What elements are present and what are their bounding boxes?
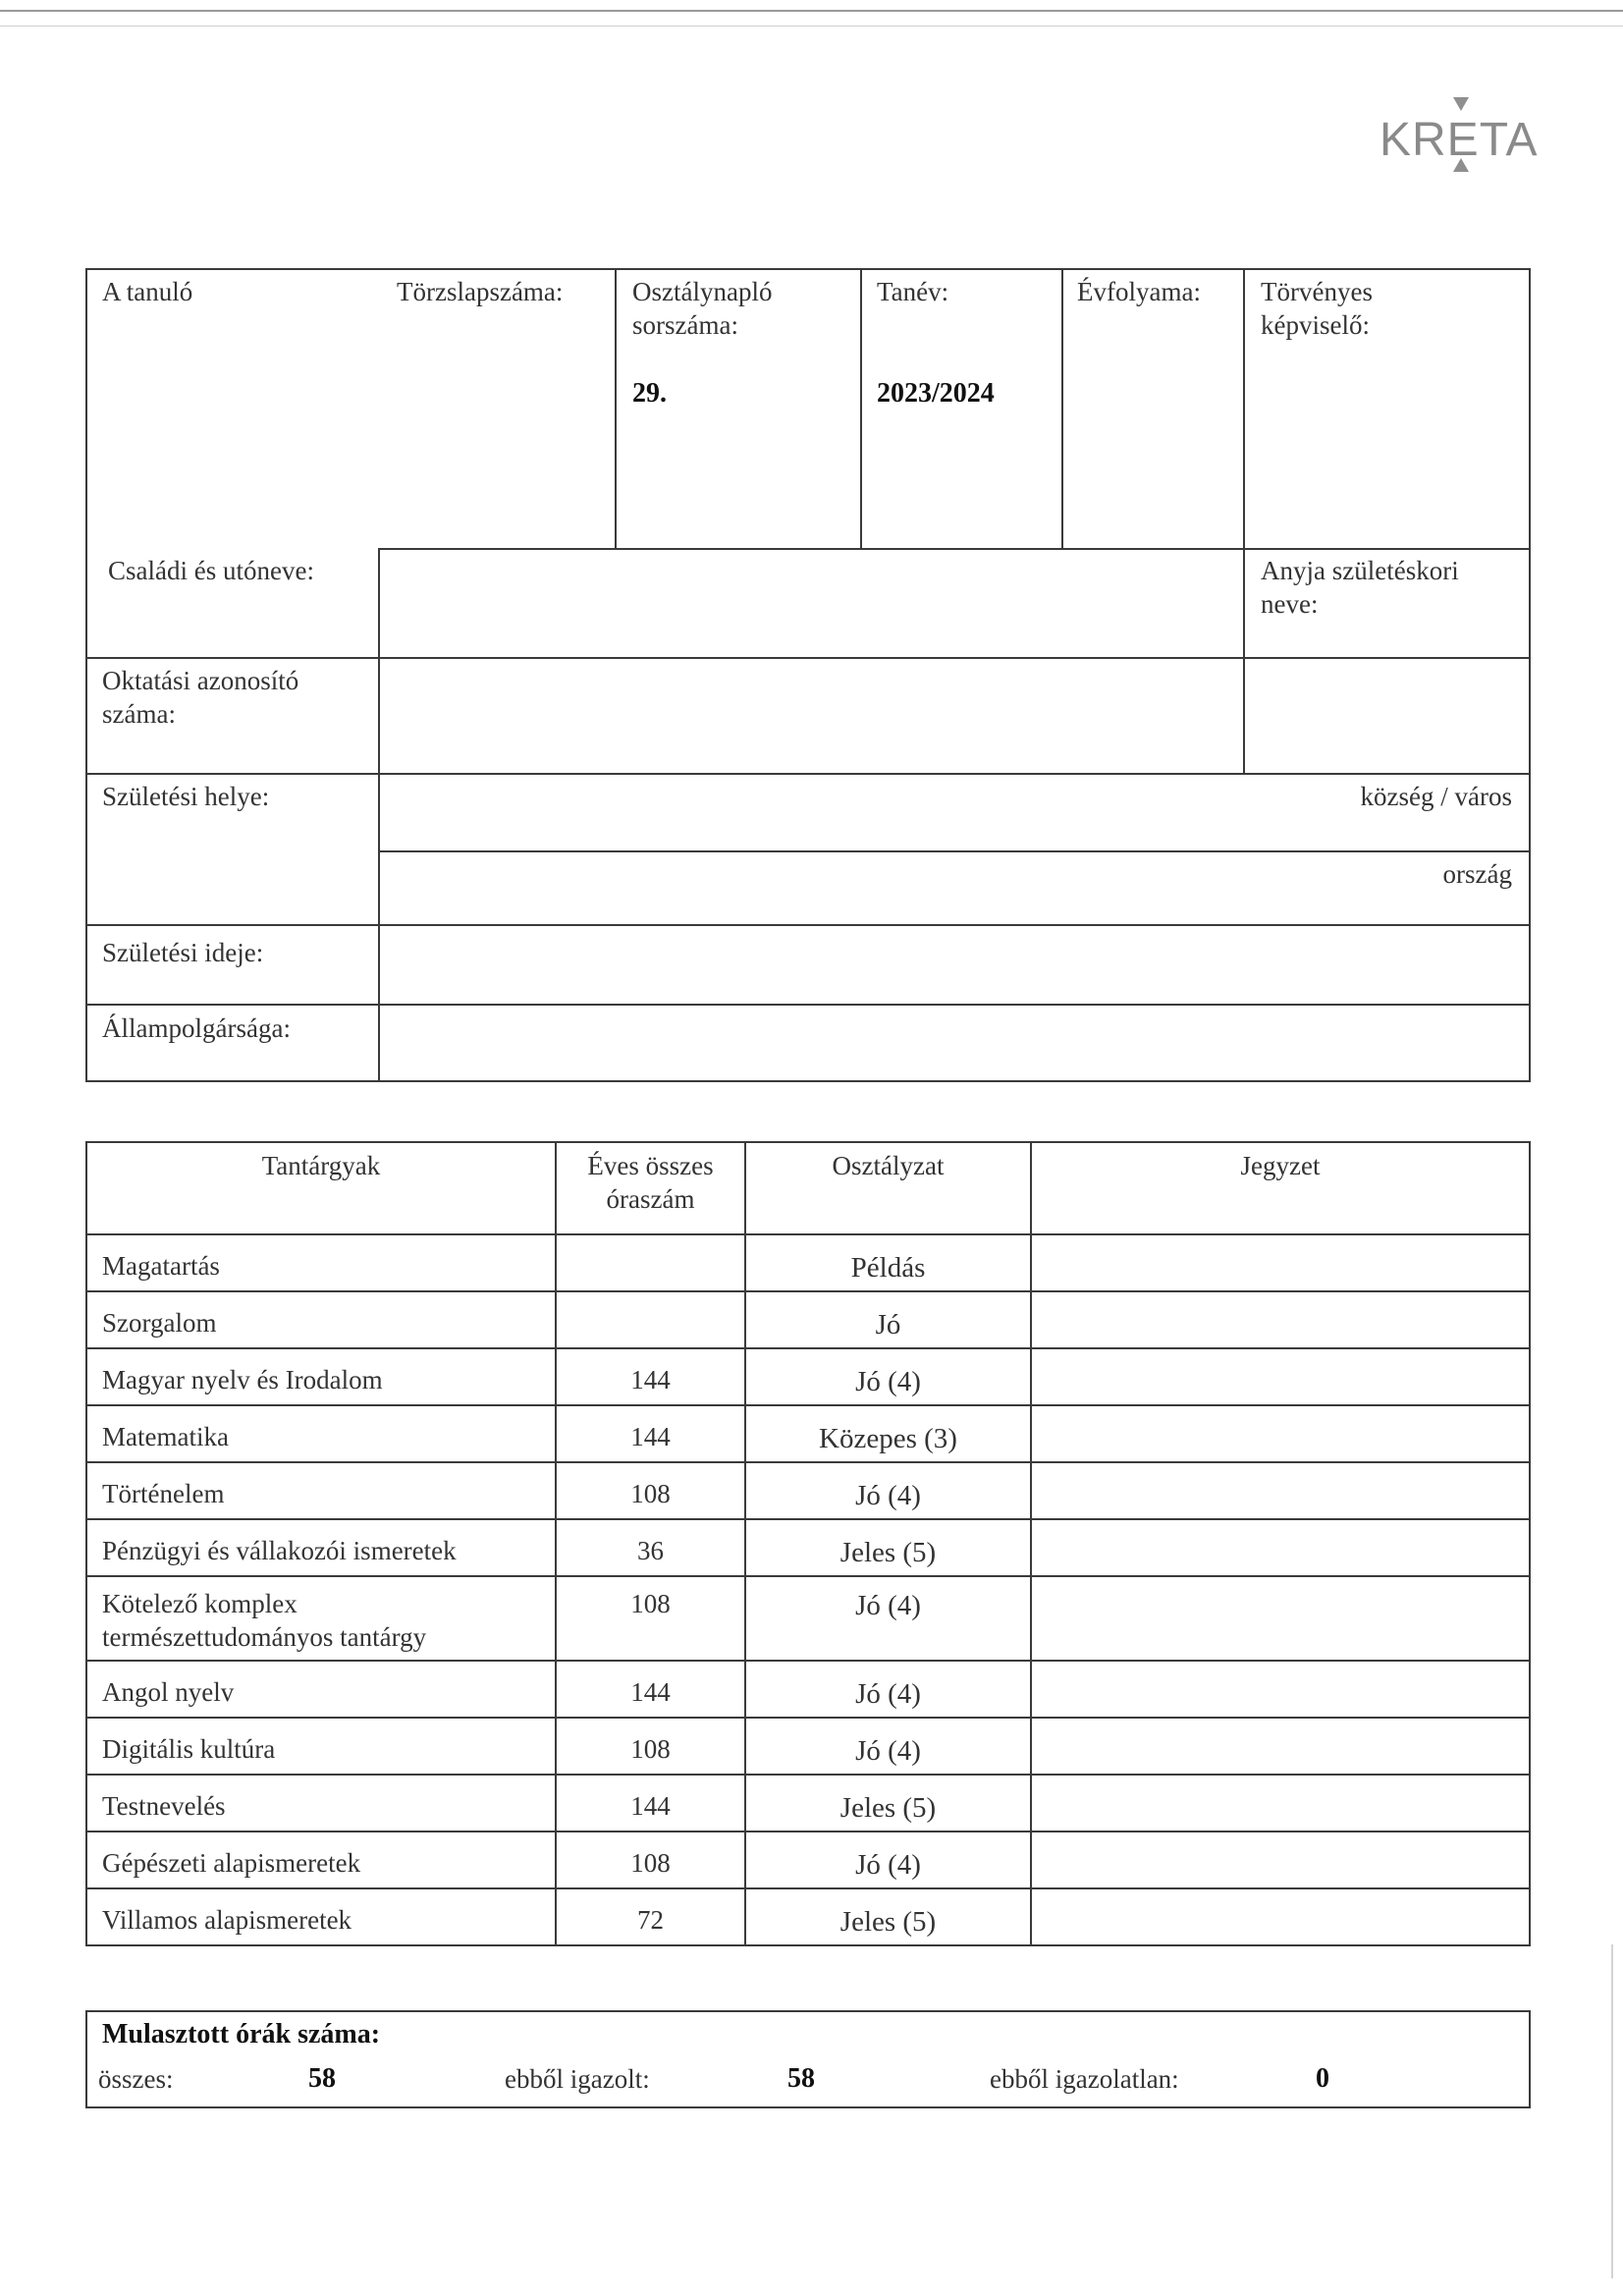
- mother-name-label: Anyja születéskori neve:: [1261, 556, 1459, 619]
- row-subject: Matematika: [102, 1422, 229, 1451]
- row-subject: Pénzügyi és vállakozói ismeretek: [102, 1536, 457, 1565]
- absence-unexcused-label: ebből igazolatlan:: [990, 2064, 1179, 2094]
- logo-triangle-bottom-icon: [1453, 158, 1469, 172]
- country-label: ország: [1442, 859, 1512, 889]
- col-register-label: Törzslapszáma:: [397, 277, 564, 306]
- absence-excused-label: ebből igazolt:: [505, 2064, 650, 2094]
- row-grade: Közepes (3): [819, 1423, 957, 1454]
- row-hours: 108: [630, 1479, 671, 1508]
- row-subject: Magatartás: [102, 1251, 220, 1281]
- row-subject: Digitális kultúra: [102, 1734, 276, 1764]
- right-scan-line: [1611, 1944, 1613, 2278]
- edu-id-label: Oktatási azonosító száma:: [102, 666, 299, 729]
- absence-excused-value: 58: [787, 2063, 815, 2094]
- row-grade: Jeles (5): [839, 1537, 937, 1568]
- absence-unexcused-value: 0: [1316, 2063, 1329, 2094]
- col-guardian-label: Törvényes képviselő:: [1261, 277, 1373, 340]
- row-hours: 108: [630, 1848, 671, 1878]
- col-grade-label: Évfolyama:: [1077, 277, 1201, 306]
- row-hours: 144: [630, 1422, 671, 1451]
- row-grade: Jeles (5): [839, 1906, 937, 1938]
- col-student-label: A tanuló: [102, 277, 193, 306]
- absence-title: Mulasztott órák száma:: [102, 2019, 381, 2050]
- row-subject: Gépészeti alapismeretek: [102, 1848, 361, 1878]
- row-grade: Jó (4): [855, 1735, 921, 1767]
- row-subject: Kötelező komplex természettudományos tantárgy: [102, 1589, 427, 1652]
- absence-total-label: összes:: [98, 2064, 174, 2094]
- row-hours: 36: [637, 1536, 664, 1565]
- col-diary-label: Osztálynapló sorszáma:: [632, 277, 773, 340]
- birthplace-label: Születési helye:: [102, 782, 270, 811]
- header-note: Jegyzet: [1240, 1151, 1321, 1180]
- header-grade: Osztályzat: [832, 1151, 945, 1180]
- citizenship-label: Állampolgársága:: [102, 1013, 291, 1043]
- row-subject: Angol nyelv: [102, 1677, 235, 1707]
- row-subject: Szorgalom: [102, 1308, 217, 1338]
- header-hours: Éves összes óraszám: [587, 1151, 714, 1214]
- row-hours: 108: [630, 1734, 671, 1764]
- row-hours: 108: [630, 1589, 671, 1618]
- row-hours: 144: [630, 1365, 671, 1394]
- town-label: község / város: [1360, 782, 1512, 811]
- kreta-logo: [1380, 93, 1537, 172]
- row-grade: Jó (4): [855, 1849, 921, 1881]
- row-subject: Történelem: [102, 1479, 225, 1508]
- row-subject: Magyar nyelv és Irodalom: [102, 1365, 383, 1394]
- row-hours: 144: [630, 1791, 671, 1821]
- logo-triangle-top-icon: [1453, 97, 1469, 111]
- col-year-label: Tanév:: [877, 277, 949, 306]
- row-subject: Testnevelés: [102, 1791, 226, 1821]
- top-border-line: [0, 10, 1623, 12]
- name-label: Családi és utóneve:: [108, 556, 314, 585]
- row-grade: Jeles (5): [839, 1792, 937, 1824]
- row-grade: Jó (4): [855, 1480, 921, 1511]
- row-subject: Villamos alapismeretek: [102, 1905, 352, 1935]
- school-year-value: 2023/2024: [877, 378, 995, 409]
- row-grade: Példás: [850, 1252, 926, 1284]
- birthdate-label: Születési ideje:: [102, 938, 264, 967]
- row-grade: Jó (4): [855, 1678, 921, 1710]
- row-grade: Jó: [875, 1309, 901, 1340]
- diary-number-value: 29.: [632, 378, 667, 409]
- row-hours: 72: [637, 1905, 664, 1935]
- row-hours: 144: [630, 1677, 671, 1707]
- absence-total-value: 58: [308, 2063, 336, 2094]
- row-grade: Jó (4): [855, 1366, 921, 1397]
- top-scan-line: [0, 26, 1623, 27]
- row-grade: Jó (4): [855, 1590, 921, 1621]
- header-subject: Tantárgyak: [261, 1151, 381, 1180]
- logo-text: KRETA: [1380, 114, 1539, 166]
